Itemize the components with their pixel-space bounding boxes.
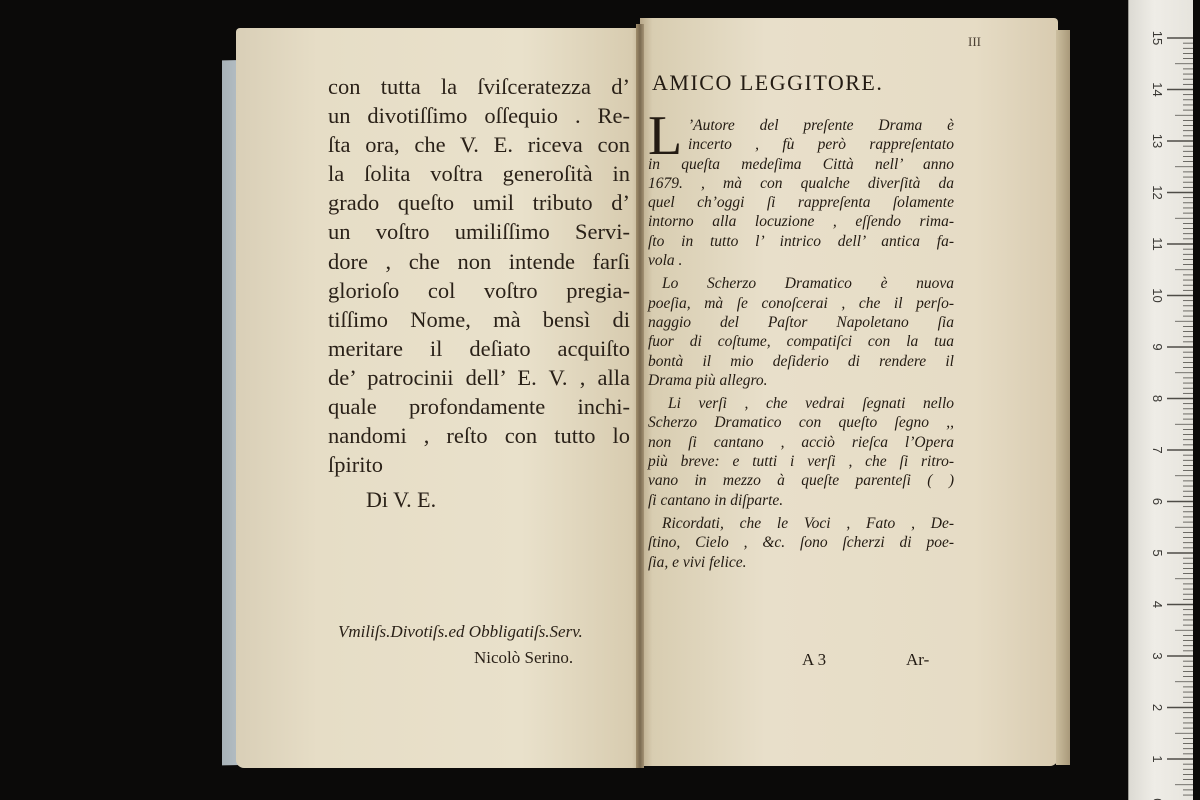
folio-number: III — [968, 34, 981, 49]
measuring-ruler — [1128, 0, 1193, 800]
text-line: tiſſimo Nome, mà bensì di — [328, 306, 630, 332]
text-line: de’ patrocinii dell’ E. V. , alla — [328, 364, 630, 390]
text-line: non ſi cantano , acciò rieſca l’Opera — [648, 433, 954, 451]
ruler-label: 1 — [1150, 755, 1165, 763]
text-line: vola . — [648, 252, 683, 270]
ruler-label: 4 — [1150, 600, 1165, 609]
text-line: la ſolita voſtra generoſità in — [328, 161, 630, 187]
text-line: un divotiſſimo oſſequio . Re- — [328, 103, 630, 129]
ruler-label: 15 — [1150, 30, 1165, 46]
text-line: Scherzo Dramatico con queſto ſegno ,, — [648, 414, 954, 432]
book-gutter — [636, 24, 644, 768]
text-line: ſpirito — [328, 452, 383, 478]
text-line: bontà il mio deſiderio di rendere il — [648, 352, 954, 370]
text-line: ſta ora, che V. E. riceva con — [328, 132, 630, 158]
text-line: vano in mezzo à queſte parenteſi ( ) — [648, 472, 954, 490]
text-line: fuor di coſtume, compatiſci con la tua — [648, 333, 954, 351]
text-line: quale profondamente inchi- — [328, 394, 630, 420]
text-line: incerto , fù però rappreſentato — [688, 136, 954, 154]
ruler-label: 8 — [1150, 394, 1165, 403]
text-line: meritare il deſiato acquiſto — [328, 335, 630, 361]
text-line: Drama più allegro. — [648, 371, 768, 389]
ruler-label: 3 — [1150, 652, 1165, 660]
text-line: Li verſi , che vedrai ſegnati nello — [668, 395, 954, 413]
text-line: nandomi , reſto con tutto lo — [328, 423, 630, 449]
text-line: grado queſto umil tributo d’ — [328, 190, 630, 216]
text-line: ’Autore del preſente Drama è — [688, 117, 954, 134]
ruler-label: 9 — [1150, 343, 1165, 351]
text-line: 1679. , mà con qualche diverſità da — [648, 174, 954, 192]
text-line: poeſia, mà ſe conoſcerai , che il perſo- — [648, 294, 954, 312]
catchword: Ar- — [906, 650, 930, 669]
text-line: quel ch’oggi ſi rappreſenta ſolamente — [648, 194, 954, 212]
ruler-label: 11 — [1150, 237, 1165, 251]
ruler-scale — [1129, 0, 1193, 800]
ruler-label: 14 — [1150, 82, 1165, 97]
text-line: Lo Scherzo Dramatico è nuova — [662, 275, 954, 293]
text-line: Ricordati, che le Voci , Fato , De- — [662, 514, 954, 532]
ruler-label: 6 — [1150, 497, 1165, 506]
ruler-label: 12 — [1150, 185, 1165, 200]
text-line: con tutta la ſviſceratezza d’ — [328, 74, 630, 99]
text-line: naggio del Paſtor Napoletano ſia — [648, 313, 954, 331]
text-line: dore , che non intende farſi — [328, 248, 630, 274]
page-edges — [1056, 30, 1070, 765]
sign-off: Di V. E. — [366, 487, 437, 512]
right-page-body — [648, 116, 954, 572]
ruler-label: 10 — [1150, 288, 1165, 303]
drop-cap: L — [648, 105, 683, 167]
text-line: più breve: e tutti i verſi , che ſi ritro- — [648, 453, 954, 471]
text-line: intorno alla locuzione , eſſendo rima- — [648, 213, 954, 231]
text-line: ſto in tutto l’ intrico dell’ antica fa- — [648, 232, 954, 250]
signature-line: Vmiliſs.Divotiſs.ed Obbligatiſs.Serv. — [338, 622, 583, 641]
ruler-label: 7 — [1150, 446, 1165, 454]
ruler-label: 5 — [1150, 549, 1165, 557]
text-line: un voſtro umiliſſimo Servi- — [328, 219, 630, 245]
ruler-label: 2 — [1150, 703, 1165, 712]
signature-mark: A 3 — [802, 650, 827, 669]
text-line: in queſta medeſima Città nell’ anno — [648, 155, 954, 173]
page-heading: AMICO LEGGITORE. — [652, 70, 884, 95]
left-page-body — [328, 72, 630, 479]
text-line: ſtino, Cielo , &c. ſono ſcherzi di poe- — [648, 534, 954, 552]
ruler-label: 13 — [1150, 133, 1165, 149]
text-line: glorioſo col voſtro pregia- — [328, 277, 630, 303]
signature-name: Nicolò Serino. — [474, 648, 574, 667]
text-line: ſi cantano in diſparte. — [648, 491, 784, 509]
text-line: ſia, e vivi felice. — [648, 553, 747, 571]
